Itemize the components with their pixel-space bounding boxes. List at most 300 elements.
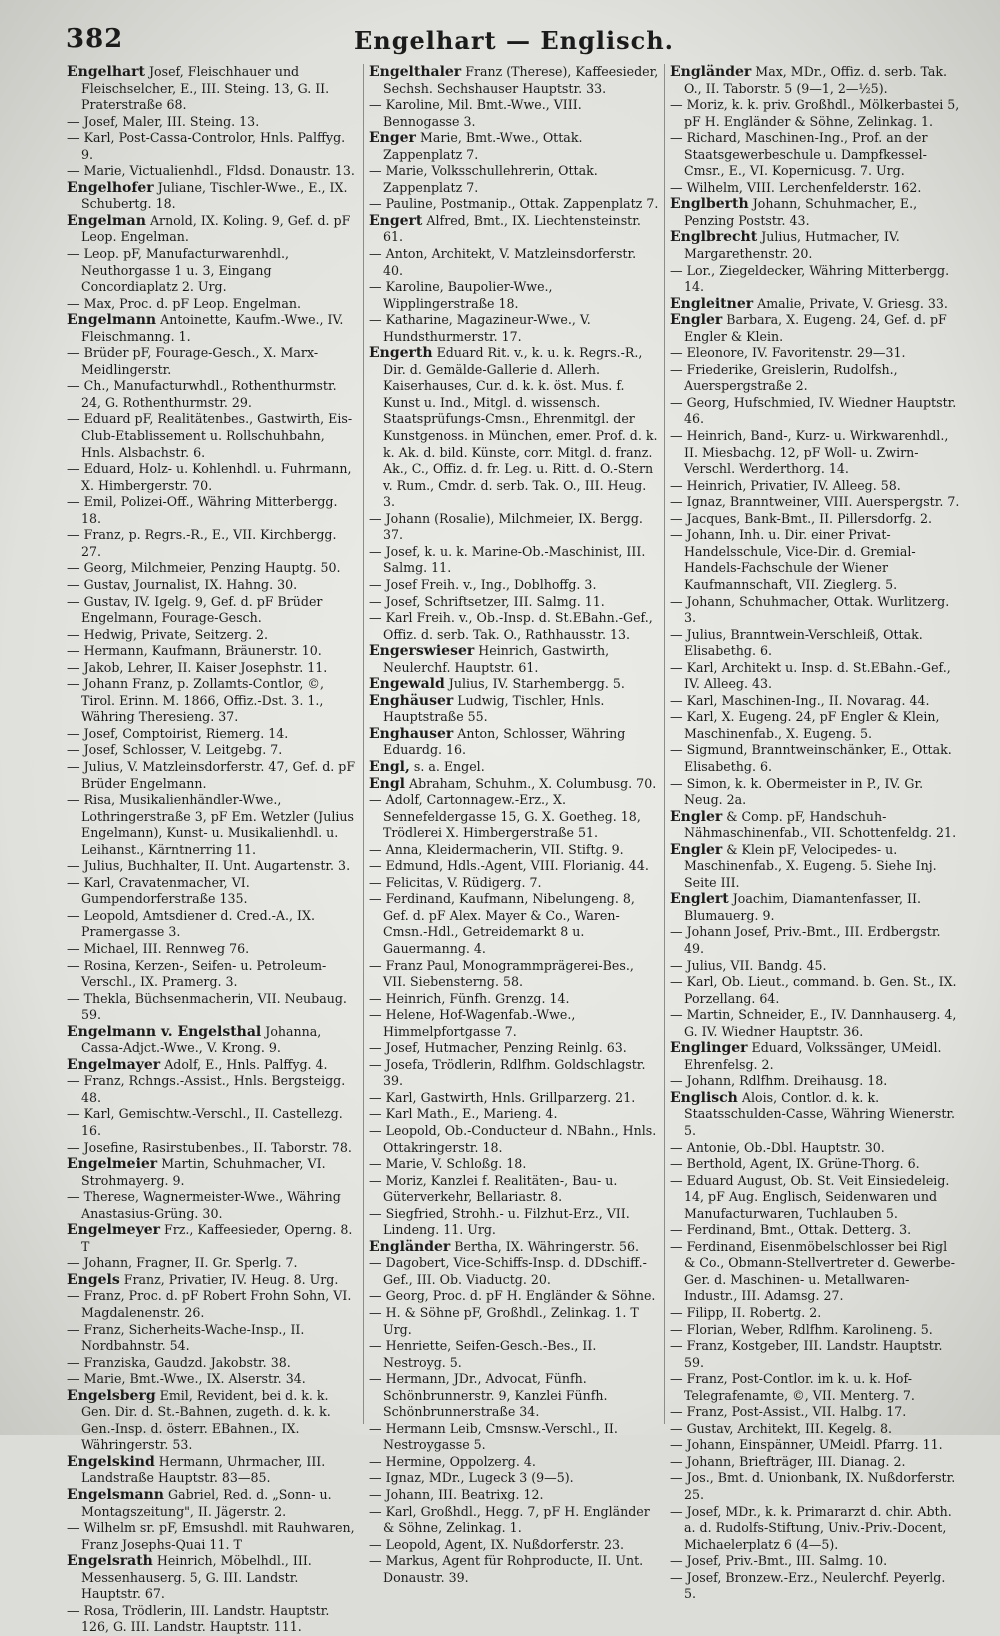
directory-entry [670, 1437, 960, 1454]
entry-text: — Moriz, Kanzlei f. Realitäten-, Bau- u. Güterverkehr, Bellariastr. 8. [369, 1172, 618, 1205]
directory-entry [67, 660, 358, 677]
entry-text: — Marie, Bmt.-Wwe., IX. Alserstr. 34. [67, 1371, 306, 1387]
directory-entry [369, 1338, 659, 1371]
directory-entry [670, 1504, 960, 1554]
directory-entry [670, 693, 960, 710]
entry-surname: Englinger [670, 1040, 748, 1057]
entry-text: — Moriz, k. k. priv. Großhdl., Mölkerbastei 5, pF H. Engländer & Söhne, Zelinkag. 1. [670, 97, 960, 129]
directory-entry [67, 1355, 358, 1372]
entry-text: — Jos., Bmt. d. Unionbank, IX. Nußdorferstr. 25. [670, 1470, 956, 1503]
entry-text: — Josef, Priv.-Bmt., III. Salmg. 10. [670, 1553, 888, 1569]
entry-text: — Filipp, II. Robertg. 2. [670, 1305, 822, 1321]
entry-surname: Engelmann v. Engelsthal [67, 1023, 262, 1040]
directory-entry [67, 64, 358, 114]
directory-entry [369, 875, 659, 892]
entry-text: Juliane, Tischler-Wwe., E., IX. Schubertg. 18. [81, 179, 348, 212]
directory-entry [67, 1106, 358, 1139]
directory-entry [670, 1239, 960, 1305]
directory-entry [369, 213, 659, 246]
entry-text: — Risa, Musikalienhändler-Wwe., Lothringerstraße 3, pF Em. Wetzler (Julius Engelmann), Kunst- u. Musikalienhdl. u. Leihanst., Kärntnerring 11. [67, 792, 354, 857]
entry-text: — Rosina, Kerzen-, Seifen- u. Petroleum-Verschl., IX. Pramerg. 3. [67, 957, 327, 990]
directory-entry [67, 411, 358, 461]
directory-entry [67, 296, 358, 313]
directory-entry [369, 1206, 659, 1239]
entry-text: — Georg, Hufschmied, IV. Wiedner Hauptstr. 46. [670, 394, 957, 427]
directory-entry [670, 494, 960, 511]
entry-text: — Johann, Fragner, II. Gr. Sperlg. 7. [67, 1255, 298, 1271]
entry-text: — Karoline, Mil. Bmt.-Wwe., VIII. Bennogasse 3. [369, 97, 582, 129]
directory-entry [670, 1570, 960, 1603]
entry-text: Bertha, IX. Währingerstr. 56. [454, 1238, 640, 1254]
entry-text: & Comp. pF, Handschuh-Nähmaschinenfab., VII. Schottenfeldg. 21. [684, 808, 957, 841]
entry-text: Anton, Schlosser, Währing Eduardg. 16. [383, 725, 626, 758]
directory-entry [369, 842, 659, 859]
entry-text: — Gustav, Architekt, III. Kegelg. 8. [670, 1420, 893, 1436]
entry-text: — Franz, Rchngs.-Assist., Hnls. Bergsteigg. 48. [67, 1073, 346, 1105]
entry-text: — Martin, Schneider, E., IV. Dannhauserg. 4, G. IV. Wiedner Hauptstr. 36. [670, 1007, 957, 1039]
entry-surname: Engelhart [67, 64, 145, 80]
directory-entry [670, 97, 960, 130]
directory-entry [369, 776, 659, 793]
entry-text: — Karl, Cravatenmacher, VI. Gumpendorferstraße 135. [67, 874, 250, 907]
entry-text: Antoinette, Kaufm.-Wwe., IV. Fleischmanng. 1. [81, 312, 344, 344]
entry-text: — Georg, Milchmeier, Penzing Hauptg. 50. [67, 560, 341, 576]
entry-text: Max, MDr., Offiz. d. serb. Tak. O., II. Taborstr. 5 (9—1, 2—½5). [684, 64, 948, 96]
directory-entry [67, 130, 358, 163]
entry-text: — Pauline, Postmanip., Ottak. Zappenplatz 7. [369, 196, 659, 212]
entry-text: — Johann, Briefträger, III. Dianag. 2. [670, 1453, 906, 1469]
directory-entry [670, 345, 960, 362]
entry-text: — Heinrich, Fünfh. Grenzg. 14. [369, 990, 570, 1006]
directory-entry [67, 1487, 358, 1520]
entry-text: — Julius, VII. Bandg. 45. [670, 957, 827, 973]
entry-text: — Hermine, Oppolzerg. 4. [369, 1453, 536, 1469]
entry-text: Heinrich, Gastwirth, Neulerchf. Hauptstr. 61. [383, 643, 610, 675]
entry-text: Franz, Privatier, IV. Heug. 8. Urg. [123, 1271, 339, 1287]
column-left [62, 64, 363, 1635]
entry-text: — Marie, V. Schloßg. 18. [369, 1156, 527, 1172]
directory-entry [67, 560, 358, 577]
directory-entry [670, 395, 960, 428]
directory-entry [670, 1173, 960, 1223]
entry-text: Hermann, Uhrmacher, III. Landstraße Hauptstr. 83—85. [81, 1453, 326, 1486]
directory-entry [670, 196, 960, 229]
entry-text: — Wilhelm, VIII. Lerchenfelderstr. 162. [670, 179, 922, 195]
directory-entry [67, 627, 358, 644]
entry-text: Alois, Contlor. d. k. k. Staatsschulden-Casse, Währing Wienerstr. 5. [684, 1089, 956, 1138]
directory-entry [670, 1222, 960, 1239]
directory-entry [369, 1123, 659, 1156]
directory-entry [670, 742, 960, 775]
entry-text: Frz., Kaffeesieder, Operng. 8. T [81, 1222, 353, 1254]
entry-surname: Enghauser [369, 725, 454, 742]
directory-entry [369, 1288, 659, 1305]
directory-entry [369, 1305, 659, 1338]
directory-entry [670, 478, 960, 495]
entry-text: — Josef, Comptoirist, Riemerg. 14. [67, 725, 289, 741]
directory-entry [67, 594, 358, 627]
entry-text: — Hermann Leib, Cmsnsw.-Verschl., II. Nestroygasse 5. [369, 1420, 618, 1453]
entry-text: — Ferdinand, Bmt., Ottak. Detterg. 3. [670, 1222, 912, 1238]
directory-entry [369, 345, 659, 510]
entry-text: — Johann, Inh. u. Dir. einer Privat-Handelsschule, Vice-Dir. d. Gremial-Handels-Fachschule der Wiener Kaufmannschaft, VII. Zieglerg. 5. [670, 527, 916, 592]
column-right [664, 64, 965, 1602]
directory-entry [670, 312, 960, 345]
entry-text: — Michael, III. Rennweg 76. [67, 940, 250, 956]
entry-text: — Karl, Post-Cassa-Controlor, Hnls. Palffyg. 9. [67, 130, 346, 162]
directory-entry [67, 792, 358, 858]
entry-text: — Dagobert, Vice-Schiffs-Insp. d. DDschiff.-Gef., III. Ob. Viaductg. 20. [369, 1255, 647, 1287]
entry-text: — Ignaz, Branntweiner, VIII. Auerspergstr. 7. [670, 494, 960, 510]
entry-text: Marie, Bmt.-Wwe., Ottak. Zappenplatz 7. [383, 130, 583, 162]
directory-entry [67, 1454, 358, 1487]
entry-text: — Johann, Schuhmacher, Ottak. Wurlitzerg. 3. [670, 593, 950, 626]
directory-entry [369, 64, 659, 97]
directory-entry [369, 1470, 659, 1487]
entry-text: — Franz, p. Regrs.-R., E., VII. Kirchbergg. 27. [67, 527, 337, 559]
directory-entry [67, 1603, 358, 1636]
directory-entry [670, 64, 960, 97]
entry-surname: Englberth [670, 196, 749, 213]
entry-text: — Josef, Schriftsetzer, III. Salmg. 11. [369, 593, 605, 609]
entry-text: — Leopold, Ob.-Conducteur d. NBahn., Hnls. Ottakringerstr. 18. [369, 1123, 657, 1155]
directory-entry [67, 1371, 358, 1388]
entry-text: — Friederike, Greislerin, Rudolfsh., Auerspergstraße 2. [670, 361, 898, 394]
directory-entry [67, 312, 358, 345]
entry-text: — Julius, Buchhalter, II. Unt. Augartenstr. 3. [67, 858, 351, 874]
entry-text: — Franz, Kostgeber, III. Landstr. Hauptstr. 59. [670, 1338, 943, 1370]
entry-text: Johann, Schuhmacher, E., Penzing Poststr. 43. [684, 196, 918, 228]
directory-entry [670, 1454, 960, 1471]
directory-entry [670, 1040, 960, 1073]
entry-text: — Johann, III. Beatrixg. 12. [369, 1487, 544, 1503]
directory-entry [369, 792, 659, 842]
directory-entry [670, 362, 960, 395]
entry-surname: Englisch [670, 1089, 738, 1106]
entry-text: — Max, Proc. d. pF Leop. Engelman. [67, 295, 301, 311]
page-number: 382 [66, 24, 124, 54]
directory-entry [369, 1537, 659, 1554]
entry-text: — Simon, k. k. Obermeister in P., IV. Gr. Neug. 2a. [670, 775, 924, 808]
entry-text: — Karl, Architekt u. Insp. d. St.EBahn.-Gef., IV. Alleeg. 43. [670, 659, 951, 692]
directory-entry [67, 213, 358, 246]
directory-entry [369, 1239, 659, 1256]
entry-text: — Heinrich, Privatier, IV. Alleeg. 58. [670, 477, 901, 493]
directory-entry [67, 1255, 358, 1272]
directory-entry [67, 1272, 358, 1289]
entry-text: — Josef, Maler, III. Steing. 13. [67, 113, 260, 129]
entry-text: — Karl, Gastwirth, Hnls. Grillparzerg. 21. [369, 1089, 636, 1105]
entry-surname: Engleitner [670, 295, 754, 312]
entry-text: Julius, IV. Starhembergg. 5. [448, 676, 625, 692]
directory-entry [369, 196, 659, 213]
entry-surname: Engewald [369, 676, 445, 693]
entry-text: — Ignaz, MDr., Lugeck 3 (9—5). [369, 1470, 574, 1486]
entry-text: — Josef, Hutmacher, Penzing Reinlg. 63. [369, 1040, 627, 1056]
entry-text: — Hedwig, Private, Seitzerg. 2. [67, 626, 268, 642]
entry-text: & Klein pF, Velocipedes- u. Maschinenfab., X. Eugeng. 5. Siehe Inj. Seite III. [684, 841, 937, 890]
entry-text: — Therese, Wagnermeister-Wwe., Währing Anastasius-Grüng. 30. [67, 1189, 341, 1221]
entry-text: — Eduard August, Ob. St. Veit Einsiedeleig. 14, pF Aug. Englisch, Seidenwaren und Manufacturwaren, Tuchlauben 5. [670, 1172, 950, 1221]
entry-surname: Engler [670, 312, 723, 329]
entry-surname: Engerswieser [369, 643, 475, 660]
entry-text: — Eduard, Holz- u. Kohlenhdl. u. Fuhrmann, X. Himbergerstr. 70. [67, 461, 352, 493]
directory-entry [670, 660, 960, 693]
entry-text: — Edmund, Hdls.-Agent, VIII. Florianig. 44. [369, 858, 649, 874]
directory-entry [670, 776, 960, 809]
entry-text: — Karl, X. Eugeng. 24, pF Engler & Klein, Maschinenfab., X. Eugeng. 5. [670, 709, 940, 741]
directory-entry [670, 527, 960, 593]
entry-text: — Eduard pF, Realitätenbes., Gastwirth, Eis-Club-Etablissement u. Rollschuhbahn, Hnls. Alsbachstr. 6. [67, 411, 353, 460]
entry-text: Gabriel, Red. d. „Sonn- u. Montagszeitung", II. Jägerstr. 2. [81, 1487, 332, 1519]
entry-text: Josef, Fleischhauer und Fleischselcher, E., III. Steing. 13, G. II. Praterstraße 68. [81, 64, 330, 113]
directory-entry [670, 1073, 960, 1090]
directory-entry [67, 858, 358, 875]
entry-text: — Josef, Bronzew.-Erz., Neulerchf. Peyerlg. 5. [670, 1569, 946, 1602]
entry-text: Franz (Therese), Kaffeesieder, Sechsh. Sechshauser Hauptstr. 33. [383, 64, 659, 96]
directory-entry [67, 1388, 358, 1454]
directory-entry [670, 1090, 960, 1140]
entry-surname: Engelmayer [67, 1056, 161, 1073]
entry-text: Abraham, Schuhm., X. Columbusg. 70. [408, 775, 657, 791]
entry-text: — Thekla, Büchsenmacherin, VII. Neubaug. 59. [67, 990, 347, 1023]
entry-text: Eduard Rit. v., k. u. k. Regrs.-R., Dir. d. Gemälde-Gallerie d. Allerh. Kaiserhauses, Cur. d. k. k. öst. Mus. f. Kunst u. Ind., Mitgl. d. wissensch. Staatsprüfungs-Cmsn., Ehrenmitgl. der Kunstgenoss. in München, emer. Prof. d. k. k. Ak. d. bild. Künste, corr. Mitgl. d. franz. Ak., C., Offiz. d. fr. Leg. u. Ritt. d. O.-Stern v. Rum., Cmdr. d. serb. Tak. O., III. Heug. 3. [383, 345, 658, 510]
entry-text: — Karoline, Baupolier-Wwe., Wipplingerstraße 18. [369, 279, 553, 311]
directory-entry [369, 1421, 659, 1454]
directory-entry [67, 1024, 358, 1057]
entry-text: — Karl, Großhdl., Hegg. 7, pF H. Engländer & Söhne, Zelinkag. 1. [369, 1503, 650, 1536]
entry-surname: Engler [670, 841, 723, 858]
entry-text: — Markus, Agent für Rohproducte, II. Unt. Donaustr. 39. [369, 1553, 644, 1585]
column-middle [363, 64, 664, 1585]
directory-entry [67, 1140, 358, 1157]
entry-text: — Jakob, Lehrer, II. Kaiser Josephstr. 11. [67, 659, 328, 675]
entry-text: Alfred, Bmt., IX. Liechtensteinstr. 61. [383, 212, 641, 245]
directory-entry [67, 676, 358, 726]
entry-text: — Henriette, Seifen-Gesch.-Bes., II. Nestroyg. 5. [369, 1338, 597, 1370]
entry-surname: Engelmann [67, 312, 157, 329]
directory-entry [369, 958, 659, 991]
directory-entry [67, 941, 358, 958]
entry-text: — Brüder pF, Fourage-Gesch., X. Marx-Meidlingerstr. [67, 345, 319, 377]
directory-entry [67, 461, 358, 494]
entry-text: — Leopold, Amtsdiener d. Cred.-A., IX. Pramergasse 3. [67, 907, 315, 940]
entry-text: — Josefine, Rasirstubenbes., II. Taborstr. 78. [67, 1139, 352, 1155]
entry-text: s. a. Engel. [413, 758, 485, 774]
directory-entry [369, 1454, 659, 1471]
directory-entry [369, 1255, 659, 1288]
directory-entry [369, 544, 659, 577]
directory-entry [369, 1156, 659, 1173]
entry-text: — Julius, Branntwein-Verschleiß, Ottak. Elisabethg. 6. [670, 626, 923, 659]
directory-entry [369, 1106, 659, 1123]
entry-text: — Berthold, Agent, IX. Grüne-Thorg. 6. [670, 1156, 920, 1172]
directory-entry [67, 759, 358, 792]
directory-entry [369, 130, 659, 163]
entry-text: — Georg, Proc. d. pF H. Engländer & Söhne. [369, 1288, 656, 1304]
directory-entry [670, 1305, 960, 1322]
directory-entry [369, 891, 659, 957]
directory-entry [67, 908, 358, 941]
entry-text: — Emil, Polizei-Off., Währing Mitterbergg. 18. [67, 494, 338, 526]
directory-entry [369, 246, 659, 279]
entry-text: — Johann Josef, Priv.-Bmt., III. Erdbergstr. 49. [670, 924, 941, 956]
directory-entry [67, 958, 358, 991]
running-title: Engelhart — Englisch. [353, 26, 675, 55]
entry-text: — Gustav, Journalist, IX. Hahng. 30. [67, 576, 298, 592]
directory-entry [369, 1090, 659, 1107]
entry-surname: Engländer [369, 1238, 451, 1255]
directory-entry [67, 1520, 358, 1553]
entry-text: — Franziska, Gaudzd. Jakobstr. 38. [67, 1354, 291, 1370]
directory-entry [670, 1156, 960, 1173]
directory-entry [670, 1140, 960, 1157]
directory-entry [670, 1421, 960, 1438]
directory-entry [369, 858, 659, 875]
entry-text: — Ferdinand, Kaufmann, Nibelungeng. 8, Gef. d. pF Alex. Mayer & Co., Waren-Cmsn.-Hdl., Getreidemarkt 8 u. Gauermanng. 4. [369, 891, 635, 956]
directory-entry [369, 676, 659, 693]
directory-entry [670, 842, 960, 892]
directory-entry [369, 1504, 659, 1537]
entry-text: — Gustav, IV. Igelg. 9, Gef. d. pF Brüder Engelmann, Fourage-Gesch. [67, 593, 323, 626]
entry-text: — Hermann, Kaufmann, Bräunerstr. 10. [67, 643, 322, 659]
entry-text: — Karl, Ob. Lieut., command. b. Gen. St., IX. Porzellang. 64. [670, 974, 957, 1006]
entry-text: — Johann, Einspänner, UMeidl. Pfarrg. 11. [670, 1437, 943, 1453]
entry-text: — Josef, k. u. k. Marine-Ob.-Maschinist, III. Salmg. 11. [369, 543, 646, 576]
entry-text: — Helene, Hof-Wagenfab.-Wwe., Himmelpfortgasse 7. [369, 1007, 576, 1039]
directory-entry [369, 1057, 659, 1090]
entry-surname: Enghäuser [369, 692, 454, 709]
directory-entry [369, 726, 659, 759]
entry-surname: Engelmeier [67, 1156, 158, 1173]
directory-entry [670, 1404, 960, 1421]
directory-entry [67, 1073, 358, 1106]
directory-entry [67, 246, 358, 296]
directory-entry [670, 1470, 960, 1503]
directory-entry [369, 279, 659, 312]
entry-surname: Engelmeyer [67, 1222, 161, 1239]
directory-entry [67, 1222, 358, 1255]
directory-entry [369, 1371, 659, 1421]
directory-entry [369, 1040, 659, 1057]
entry-text: — Katharine, Magazineur-Wwe., V. Hundsthurmerstr. 17. [369, 312, 591, 344]
directory-entry [670, 1007, 960, 1040]
entry-text: Barbara, X. Eugeng. 24, Gef. d. pF Engler & Klein. [684, 312, 947, 344]
entry-text: — H. & Söhne pF, Großhdl., Zelinkag. 1. T Urg. [369, 1305, 639, 1337]
entry-surname: Engl [369, 775, 405, 792]
entry-text: — Karl Math., E., Marieng. 4. [369, 1106, 558, 1122]
entry-surname: Engels [67, 1271, 120, 1288]
entry-text: — Heinrich, Band-, Kurz- u. Wirkwarenhdl., II. Miesbachg. 12, pF Woll- u. Zwirn-Verschl. Werderthorg. 14. [670, 428, 949, 477]
directory-entry [67, 114, 358, 131]
entry-text: — Jacques, Bank-Bmt., II. Pillersdorfg. 2. [670, 510, 932, 526]
entry-text: — Franz Paul, Monogrammprägerei-Bes., VII. Siebensterng. 58. [369, 957, 634, 990]
directory-entry [369, 693, 659, 726]
entry-text: — Felicitas, V. Rüdigerg. 7. [369, 874, 542, 890]
directory-entry [67, 742, 358, 759]
directory-entry [369, 991, 659, 1008]
directory-entry [369, 1007, 659, 1040]
entry-text: — Leop. pF, Manufacturwarenhdl., Neuthorgasse 1 u. 3, Eingang Concordiaplatz 2. Urg. [67, 246, 290, 295]
directory-entry [670, 1553, 960, 1570]
entry-text: — Johann, Rdlfhm. Dreihausg. 18. [670, 1073, 888, 1089]
directory-entry [670, 809, 960, 842]
entry-text: — Marie, Victualienhdl., Fldsd. Donaustr. 13. [67, 163, 355, 179]
entry-text: Eduard, Volkssänger, UMeidl. Ehrenfelsg. 2. [684, 1040, 942, 1072]
entry-text: — Karl, Gemischtw.-Verschl., II. Castellezg. 16. [67, 1106, 343, 1138]
directory-entry [67, 1288, 358, 1321]
directory-entry [67, 494, 358, 527]
entry-text: — Josef, Schlosser, V. Leitgebg. 7. [67, 742, 283, 758]
directory-entry [369, 1487, 659, 1504]
directory-entry [369, 511, 659, 544]
directory-entry [670, 263, 960, 296]
entry-text: Joachim, Diamantenfasser, II. Blumauerg. 9. [684, 891, 921, 923]
entry-surname: Engelman [67, 212, 146, 229]
directory-entry [670, 974, 960, 1007]
entry-text: — Julius, V. Matzleinsdorferstr. 47, Gef. d. pF Brüder Engelmann. [67, 758, 356, 791]
directory-entry [670, 130, 960, 180]
entry-text: Heinrich, Möbelhdl., III. Messenhauserg. 5, G. III. Landstr. Hauptstr. 67. [81, 1553, 312, 1602]
directory-entry [670, 296, 960, 313]
entry-text: — Anna, Kleidermacherin, VII. Stiftg. 9. [369, 841, 624, 857]
directory-entry [67, 527, 358, 560]
directory-entry [67, 1322, 358, 1355]
entry-text: Arnold, IX. Koling. 9, Gef. d. pF Leop. Engelman. [81, 212, 351, 245]
entry-text: — Marie, Volksschullehrerin, Ottak. Zappenplatz 7. [369, 163, 598, 195]
page-header [62, 18, 966, 64]
entry-text: — Adolf, Cartonnagew.-Erz., X. Sennefeldergasse 15, G. X. Goetheg. 18, Trödlerei X. Himbergerstraße 51. [369, 792, 641, 841]
entry-columns [62, 64, 966, 1635]
entry-text: — Eleonore, IV. Favoritenstr. 29—31. [670, 345, 906, 361]
directory-entry [67, 577, 358, 594]
directory-entry [67, 1057, 358, 1074]
entry-text: Emil, Revident, bei d. k. k. Gen. Dir. d. St.-Bahnen, zugeth. d. k. k. Gen.-Insp. d. österr. EBahnen., IX. Währingerstr. 53. [81, 1387, 331, 1453]
directory-entry [67, 163, 358, 180]
entry-text: — Leopold, Agent, IX. Nußdorferstr. 23. [369, 1536, 625, 1552]
entry-text: — Johann Franz, p. Zollamts-Contlor, ©, Tirol. Erinn. M. 1866, Offiz.-Dst. 3. 1., Währing Theresieng. 37. [67, 676, 325, 725]
entry-text: — Franz, Post-Contlor. im k. u. k. Hof-Telegrafenamte, ©, VII. Menterg. 7. [670, 1371, 915, 1403]
directory-entry [670, 924, 960, 957]
directory-entry [369, 643, 659, 676]
entry-surname: Engelthaler [369, 64, 462, 80]
directory-entry [670, 1371, 960, 1404]
entry-surname: Engler [670, 808, 723, 825]
entry-text: — Josef Freih. v., Ing., Doblhoffg. 3. [369, 576, 597, 592]
directory-entry [67, 345, 358, 378]
entry-text: — Johann (Rosalie), Milchmeier, IX. Bergg. 37. [369, 510, 643, 543]
entry-text: — Josef, MDr., k. k. Primararzt d. chir. Abth. a. d. Rudolfs-Stiftung, Univ.-Priv.-Docent, Michaelerplatz 6 (4—5). [670, 1503, 952, 1552]
directory-entry [67, 1553, 358, 1603]
entry-surname: Engerth [369, 345, 433, 362]
entry-surname: Engelsrath [67, 1553, 153, 1570]
entry-text: — Ch., Manufacturwhdl., Rothenthurmstr. 24, G. Rothenthurmstr. 29. [67, 378, 337, 410]
entry-surname: Engelsberg [67, 1387, 156, 1404]
directory-entry [369, 610, 659, 643]
directory-entry [67, 875, 358, 908]
entry-surname: Engländer [670, 64, 752, 80]
directory-entry [670, 891, 960, 924]
entry-surname: Engelsmann [67, 1487, 164, 1504]
directory-entry [670, 627, 960, 660]
entry-text: Johanna, Cassa-Adjct.-Wwe., V. Krong. 9. [81, 1023, 322, 1056]
entry-text: — Franz, Post-Assist., VII. Halbg. 17. [670, 1404, 907, 1420]
entry-text: Amalie, Private, V. Griesg. 33. [757, 295, 948, 311]
entry-text: — Rosa, Trödlerin, III. Landstr. Hauptstr. 126, G. III. Landstr. Hauptstr. 111. [67, 1602, 330, 1635]
directory-entry [67, 378, 358, 411]
directory-entry [670, 511, 960, 528]
entry-text: — Siegfried, Strohh.- u. Filzhut-Erz., VII. Lindeng. 11. Urg. [369, 1205, 630, 1238]
